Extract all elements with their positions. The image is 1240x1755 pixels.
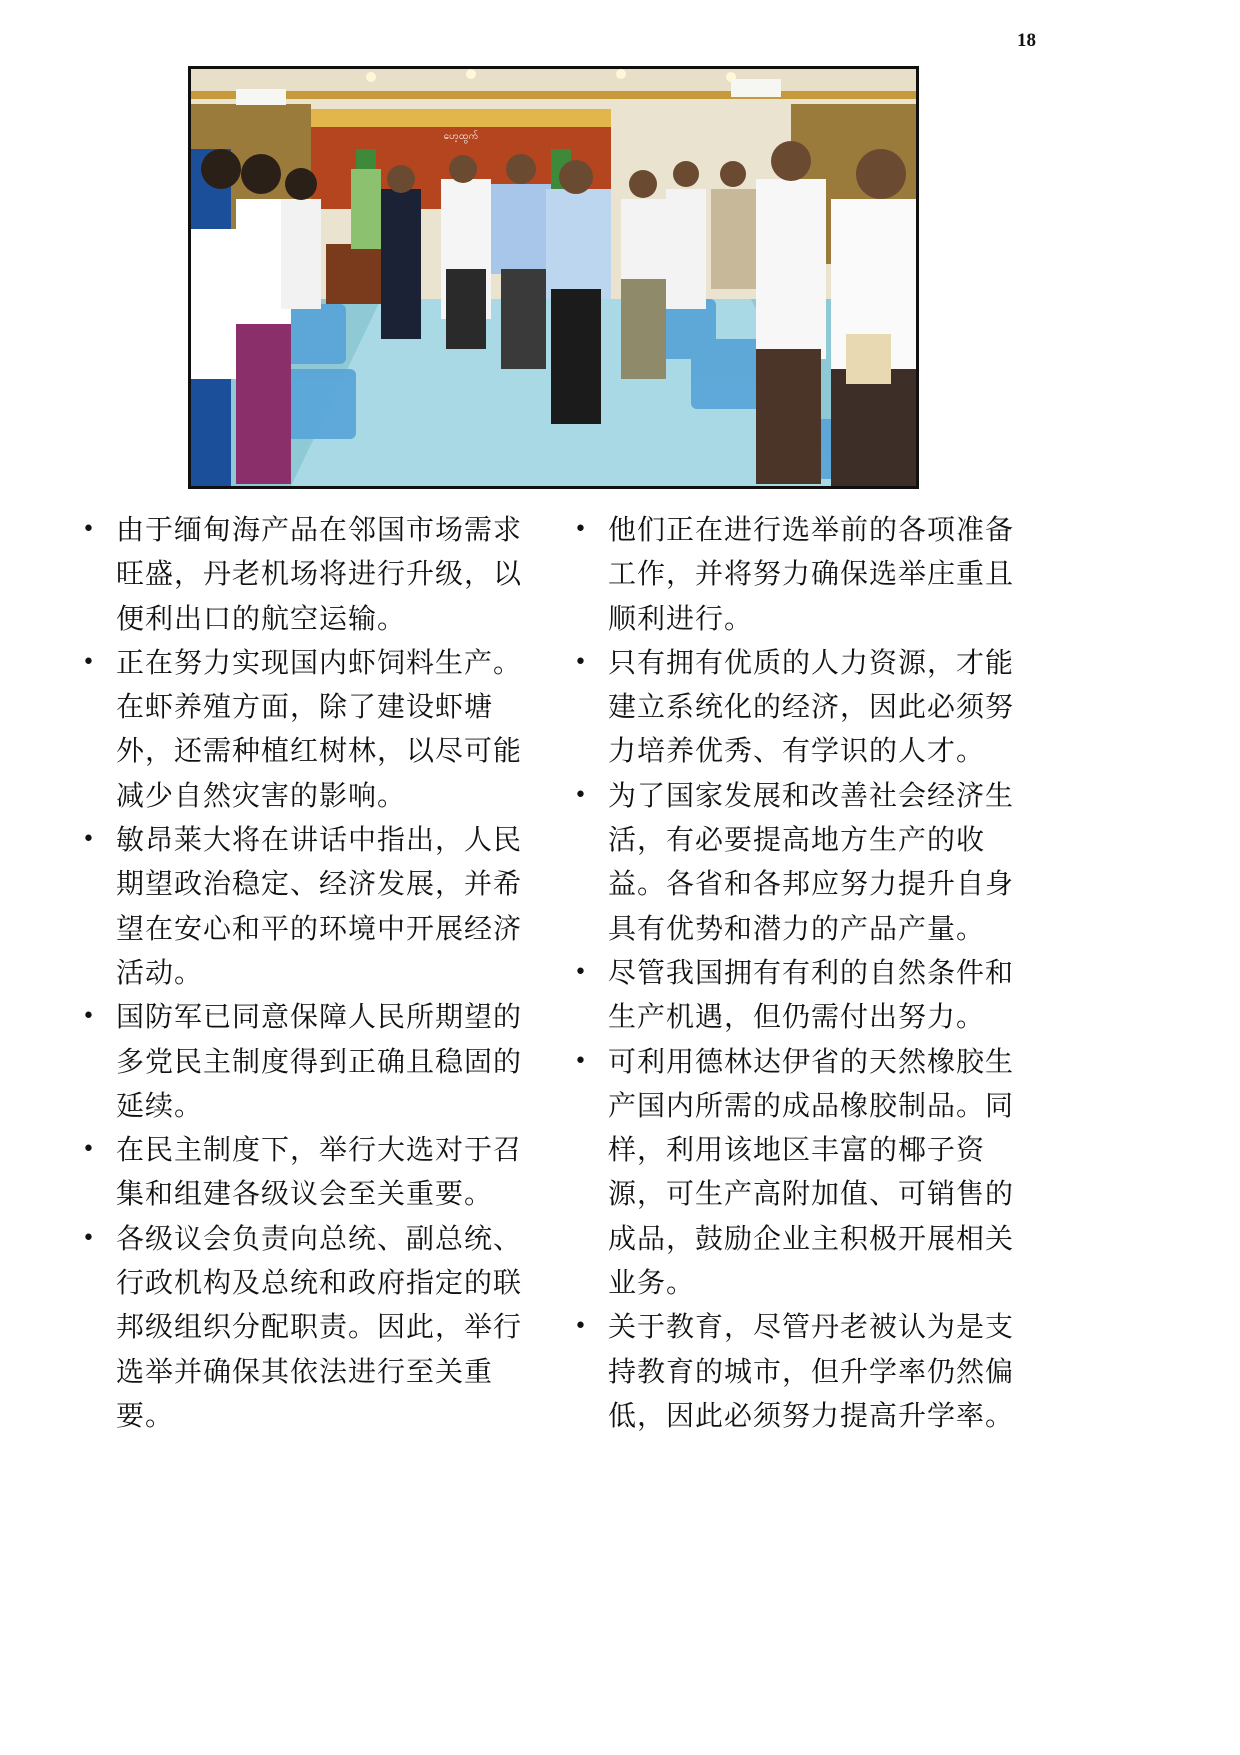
bullet-item [78, 641, 548, 818]
bullet-text: 尽管我国拥有有利的自然条件和生产机遇，但仍需付出努力。 [608, 955, 1015, 1034]
bullet-text: 国防军已同意保障人民所期望的多党民主制度得到正确且稳固的延续。 [116, 1000, 523, 1122]
right-column [570, 508, 1040, 1438]
bullet-icon: • [82, 1137, 96, 1163]
bullet-item [78, 1217, 548, 1438]
bullet-item [78, 508, 548, 641]
bullet-icon: • [82, 649, 96, 675]
bullet-item [78, 1128, 548, 1217]
bullet-item [78, 818, 548, 995]
bullet-icon: • [82, 1225, 96, 1251]
bullet-text: 只有拥有优质的人力资源，才能建立系统化的经济，因此必须努力培养优秀、有学识的人才。 [608, 645, 1015, 768]
bullet-text: 正在努力实现国内虾饲料生产。在虾养殖方面，除了建设虾塘外，还需种植红树林，以尽可能减少自然灾害的影响。 [116, 645, 523, 812]
bullet-icon: • [574, 1314, 588, 1340]
bullet-text: 各级议会负责向总统、副总统、行政机构及总统和政府指定的联邦级组织分配职责。因此，举行选举并确保其依法进行至关重要。 [116, 1221, 523, 1432]
bullet-item [570, 1040, 1040, 1306]
bullet-text: 敏昂莱大将在讲话中指出，人民期望政治稳定、经济发展，并希望在安心和平的环境中开展经济活动。 [116, 823, 523, 989]
bullet-icon: • [82, 1004, 96, 1030]
banner-text: ဟေ့ထွက် [443, 131, 479, 142]
bullet-text: 为了国家发展和改善社会经济生活，有必要提高地方生产的收益。各省和各邦应努力提升自身具有优势和潜力的产品产量。 [608, 778, 1015, 945]
bullet-icon: • [574, 517, 588, 542]
bullet-item [570, 508, 1040, 641]
bullet-item [78, 995, 548, 1128]
event-photo [188, 66, 919, 489]
bullet-text: 由于缅甸海产品在邻国市场需求旺盛，丹老机场将进行升级，以便利出口的航空运输。 [116, 513, 523, 635]
bullet-item [570, 951, 1040, 1040]
bullet-icon: • [574, 649, 588, 675]
bullet-text: 可利用德林达伊省的天然橡胶生产国内所需的成品橡胶制品。同样，利用该地区丰富的椰子资源，可生产高附加值、可销售的成品，鼓励企业主积极开展相关业务。 [608, 1044, 1015, 1300]
left-column [78, 508, 548, 1438]
bullet-icon: • [574, 782, 588, 808]
page-number: 18 [1017, 30, 1036, 51]
bullet-icon: • [574, 1048, 588, 1074]
bullet-item [570, 641, 1040, 774]
bullet-icon: • [82, 827, 96, 853]
bullet-icon: • [574, 959, 588, 985]
photo-illustration [191, 69, 916, 486]
bullet-item [570, 1305, 1040, 1438]
bullet-text: 在民主制度下，举行大选对于召集和组建各级议会至关重要。 [116, 1133, 523, 1211]
bullet-text: 他们正在进行选举前的各项准备工作，并将努力确保选举庄重且顺利进行。 [608, 513, 1015, 635]
bullet-icon: • [82, 517, 96, 542]
bullet-text: 关于教育，尽管丹老被认为是支持教育的城市，但升学率仍然偏低，因此必须努力提高升学率。 [608, 1310, 1015, 1432]
bullet-item [570, 774, 1040, 951]
